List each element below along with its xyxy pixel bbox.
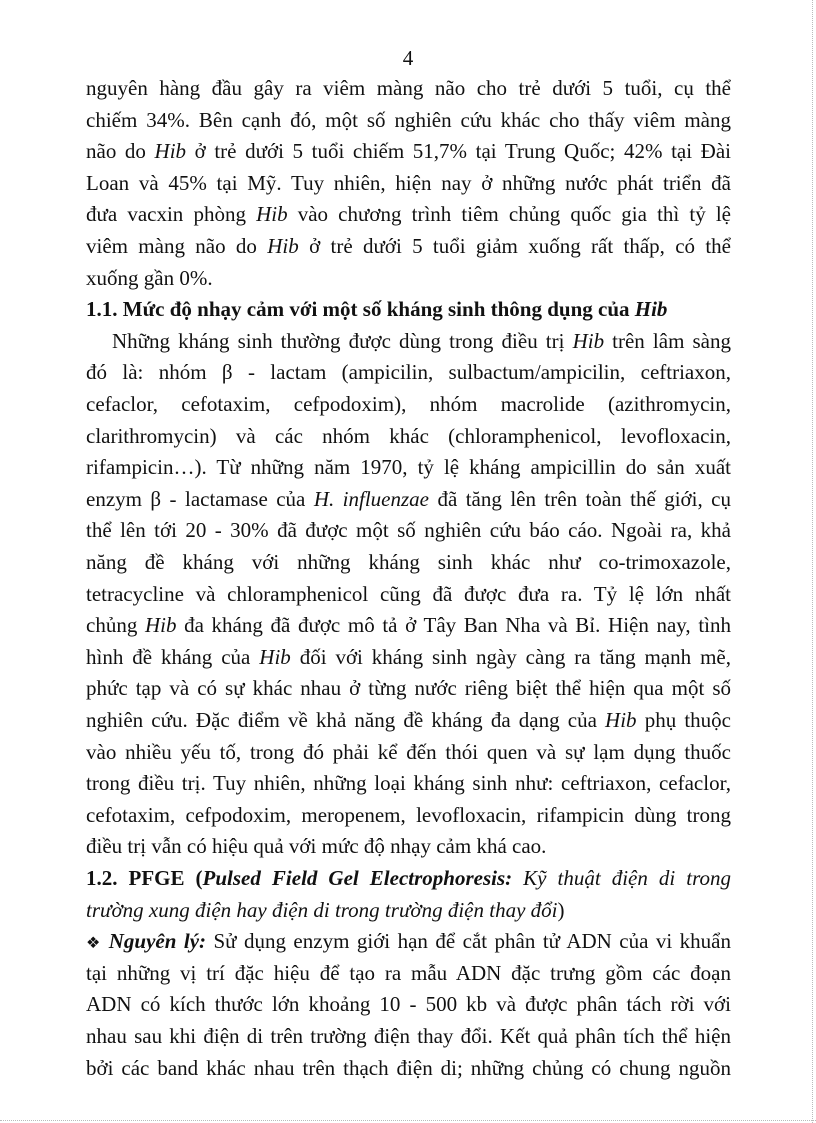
text-segment: Hib [267,234,299,258]
text-segment: Hib [154,139,187,164]
text-line [86,389,731,419]
text-segment: thể lên tới 20 - 30% đã được một số nghiên cứu báo cáo. Ngoài ra, khả [86,518,731,543]
text-segment: ở trẻ dưới 5 tuổi giảm xuống rất thấp, có thể [298,234,732,258]
text-segment: bởi các band khác nhau trên thạch điện di; những chủng có chung nguồn [86,1055,731,1080]
text-line [86,705,731,735]
text-line [86,136,731,166]
text-line [86,484,731,514]
page-right-edge [812,0,813,1123]
text-segment: chủng [86,613,145,638]
text-line [86,515,731,545]
text-line [86,579,731,609]
text-segment: Hib [256,202,288,227]
text-segment: cefaclor, cefotaxim, cefpodoxim), nhóm macrolide (azithromycin, [86,392,731,416]
text-line [86,231,731,261]
text-line [86,263,731,293]
text-segment: xuống gần 0%. [86,265,213,290]
text-segment: tetracycline và chloramphenicol cũng đã được đưa ra. Tỷ lệ lớn nhất [86,581,731,606]
text-segment: đối với kháng sinh ngày càng ra tăng mạnh mẽ, [290,644,732,669]
text-segment: Hib [572,328,605,353]
text-line [86,989,731,1019]
text-segment: Hib [259,644,291,669]
text-line [86,73,731,103]
text-segment: Loan và 45% tại Mỹ. Tuy nhiên, hiện nay ở những nước phát triển đã [86,170,731,195]
text-line [112,326,731,356]
text-segment: hình đề kháng của [86,644,260,669]
text-segment: đa kháng đã được mô tả ở Tây Ban Nha và Bỉ. Hiện nay, tình [176,613,731,638]
text-line [86,1053,731,1083]
text-line [86,800,731,830]
text-segment: Hib [634,297,668,322]
text-line [86,168,731,198]
text-line [86,673,731,703]
text-segment: enzym β - lactamase của [86,486,314,511]
text-segment: H. influenzae [313,486,429,511]
text-segment: ở trẻ dưới 5 tuổi chiếm 51,7% tại Trung Quốc; 42% tại Đài [186,139,731,164]
page-bottom-divider [0,1120,816,1121]
text-segment: tại những vị trí đặc hiệu để tạo ra mẫu ADN đặc trưng gồm các đoạn [86,960,731,985]
text-line [86,642,731,672]
text-line [86,737,731,767]
text-segment: nhau sau khi điện di trên trường điện thay đổi. Kết quả phân tích thể hiện [86,1024,731,1048]
text-segment: đó là: nhóm β - lactam (ampicilin, sulbactum/ampicilin, ceftriaxon, [86,360,731,385]
text-segment: 1.1. Mức độ nhạy cảm với một số kháng sinh thông dụng của [86,297,635,322]
text-segment: ADN có kích thước lớn khoảng 10 - 500 kb và được phân tách rời với [86,992,731,1017]
text-segment: vào chương trình tiêm chủng quốc gia thì tỷ lệ [287,202,731,227]
text-segment: đã tăng lên trên toàn thế giới, cụ [429,486,732,511]
text-segment: năng đề kháng với những kháng sinh khác như co-trimoxazole, [86,550,731,574]
text-segment: ) [557,897,565,922]
text-line [86,610,731,640]
text-segment: Những kháng sinh thường được dùng trong điều trị [112,328,573,353]
text-line [86,357,731,387]
text-segment: Kỹ thuật điện di trong [512,866,731,890]
text-segment: nguyên hàng đầu gây ra viêm màng não cho trẻ dưới 5 tuổi, cụ thể [86,76,731,100]
text-segment: clarithromycin) và các nhóm khác (chloramphenicol, levofloxacin, [86,423,731,448]
text-segment: nghiên cứu. Đặc điểm về khả năng đề kháng đa dạng của [86,708,606,732]
text-segment: rifampicin…). Từ những năm 1970, tỷ lệ kháng ampicillin do sản xuất [86,455,731,480]
text-segment: Pulsed Field Gel Electrophoresis: [202,866,513,890]
text-line [86,547,731,577]
text-line [86,105,731,135]
text-line [86,926,731,956]
text-segment: Hib [144,613,177,638]
text-line [86,421,731,451]
text-segment: phức tạp và có sự khác nhau ở từng nước riêng biệt thể hiện qua một số [86,676,731,701]
text-segment: chiếm 34%. Bên cạnh đó, một số nghiên cứu khác cho thấy viêm màng [86,107,731,132]
text-segment: phụ thuộc [636,708,731,732]
text-line [86,831,731,861]
text-line [86,199,731,229]
text-line [86,958,731,988]
text-segment: vào nhiều yếu tố, trong đó phải kể đến thói quen và sự lạm dụng thuốc [86,739,731,764]
text-line [86,768,731,798]
text-segment: đưa vacxin phòng [86,202,257,227]
text-segment: Hib [605,708,637,732]
text-segment: viêm màng não do [86,234,268,258]
text-segment: Sử dụng enzym giới hạn để cắt phân tử ADN của vi khuẩn [206,929,731,954]
text-segment: trên lâm sàng [604,328,731,353]
section-heading-line [86,294,731,324]
text-line [86,863,731,893]
bullet-icon: ❖ [86,935,109,953]
page-number: 4 [402,46,414,70]
text-line [86,452,731,482]
text-line [86,1021,731,1051]
text-segment: trường xung điện hay điện di trong trường điện thay đổi [86,897,558,922]
text-segment: Nguyên lý: [108,929,207,954]
text-segment: não do [86,139,155,164]
text-segment: cefotaxim, cefpodoxim, meropenem, levofloxacin, rifampicin dùng trong [86,802,731,827]
text-segment: điều trị vẫn có hiệu quả với mức độ nhạy cảm khá cao. [86,834,547,859]
text-segment: 1.2. PFGE ( [86,866,203,890]
text-segment: trong điều trị. Tuy nhiên, những loại kháng sinh như: ceftriaxon, cefaclor, [86,771,731,796]
text-line [86,895,731,925]
